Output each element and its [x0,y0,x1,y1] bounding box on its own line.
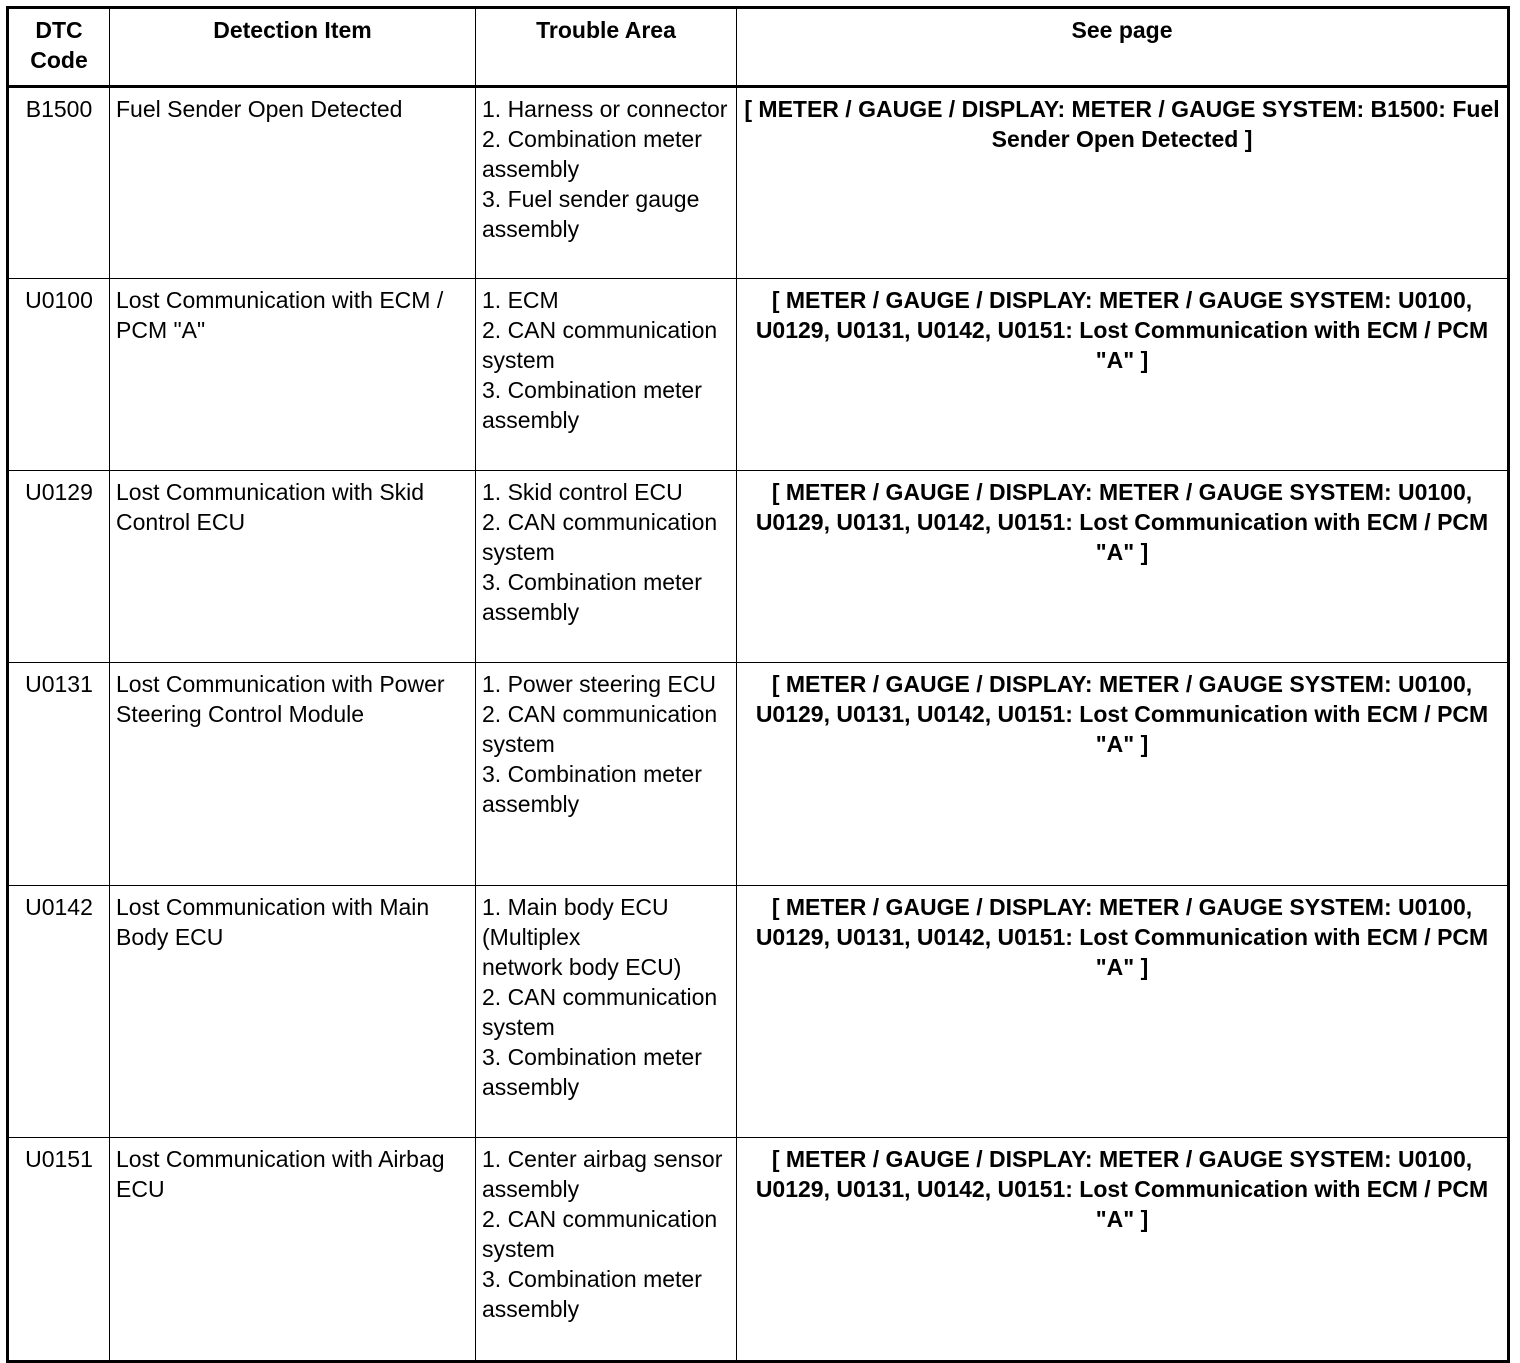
dtc-table [6,6,1510,1363]
dtc-code-cell: U0131 [8,663,110,886]
table-row [8,87,1509,279]
see-page-link[interactable]: [ METER / GAUGE / DISPLAY: METER / GAUGE SYSTEM: U0100, U0129, U0131, U0142, U0151: Lost Communication with ECM / PCM "A" ] [737,471,1509,663]
table-row [8,663,1509,886]
trouble-area-item: 2. CAN communication system [482,1206,718,1262]
dtc-code-cell: U0100 [8,279,110,471]
detection-item-cell: Lost Communication with Skid Control ECU [110,471,476,663]
trouble-area-item: 2. CAN communication system [482,317,718,373]
table-header-row [8,8,1509,87]
header-see-page: See page [737,8,1509,87]
table-row [8,886,1509,1138]
trouble-area-item: network body ECU) [482,954,682,980]
table-row [8,1138,1509,1362]
table-row [8,279,1509,471]
trouble-area-item: 1. Main body ECU (Multiplex [482,894,669,950]
table-row [8,471,1509,663]
trouble-area-cell [476,87,737,279]
see-page-link[interactable]: [ METER / GAUGE / DISPLAY: METER / GAUGE SYSTEM: B1500: Fuel Sender Open Detected ] [737,87,1509,279]
dtc-code-cell: U0142 [8,886,110,1138]
trouble-area-cell [476,886,737,1138]
see-page-link[interactable]: [ METER / GAUGE / DISPLAY: METER / GAUGE SYSTEM: U0100, U0129, U0131, U0142, U0151: Lost Communication with ECM / PCM "A" ] [737,663,1509,886]
trouble-area-item: 1. Skid control ECU [482,479,683,505]
header-dtc-code-line1: DTC [35,17,83,43]
trouble-area-cell [476,663,737,886]
see-page-link[interactable]: [ METER / GAUGE / DISPLAY: METER / GAUGE SYSTEM: U0100, U0129, U0131, U0142, U0151: Lost Communication with ECM / PCM "A" ] [737,886,1509,1138]
trouble-area-item: 1. ECM [482,287,559,313]
trouble-area-item: 3. Combination meter assembly [482,1044,702,1100]
trouble-area-item: 3. Combination meter assembly [482,1266,702,1322]
trouble-area-item: 3. Fuel sender gauge assembly [482,186,700,242]
header-trouble-area: Trouble Area [476,8,737,87]
detection-item-cell: Lost Communication with ECM / PCM "A" [110,279,476,471]
header-detection-item: Detection Item [110,8,476,87]
trouble-area-cell [476,471,737,663]
trouble-area-cell [476,279,737,471]
trouble-area-item: 1. Harness or connector [482,96,728,122]
see-page-link[interactable]: [ METER / GAUGE / DISPLAY: METER / GAUGE SYSTEM: U0100, U0129, U0131, U0142, U0151: Lost Communication with ECM / PCM "A" ] [737,279,1509,471]
dtc-code-cell: U0129 [8,471,110,663]
trouble-area-item: 2. CAN communication system [482,509,718,565]
dtc-code-cell: U0151 [8,1138,110,1362]
trouble-area-cell [476,1138,737,1362]
trouble-area-item: 1. Power steering ECU [482,671,716,697]
detection-item-cell: Lost Communication with Power Steering Control Module [110,663,476,886]
trouble-area-item: 3. Combination meter assembly [482,377,702,433]
detection-item-cell: Lost Communication with Airbag ECU [110,1138,476,1362]
trouble-area-item: 2. CAN communication system [482,984,718,1040]
trouble-area-item: 3. Combination meter assembly [482,761,702,817]
dtc-table-page [6,6,1510,1363]
header-dtc-code [8,8,110,87]
trouble-area-item: 1. Center airbag sensor assembly [482,1146,723,1202]
trouble-area-item: 3. Combination meter assembly [482,569,702,625]
detection-item-cell: Fuel Sender Open Detected [110,87,476,279]
trouble-area-item: 2. CAN communication system [482,701,718,757]
header-dtc-code-line2: Code [30,47,88,73]
dtc-code-cell: B1500 [8,87,110,279]
trouble-area-item: 2. Combination meter assembly [482,126,702,182]
see-page-link[interactable]: [ METER / GAUGE / DISPLAY: METER / GAUGE SYSTEM: U0100, U0129, U0131, U0142, U0151: Lost Communication with ECM / PCM "A" ] [737,1138,1509,1362]
detection-item-cell: Lost Communication with Main Body ECU [110,886,476,1138]
